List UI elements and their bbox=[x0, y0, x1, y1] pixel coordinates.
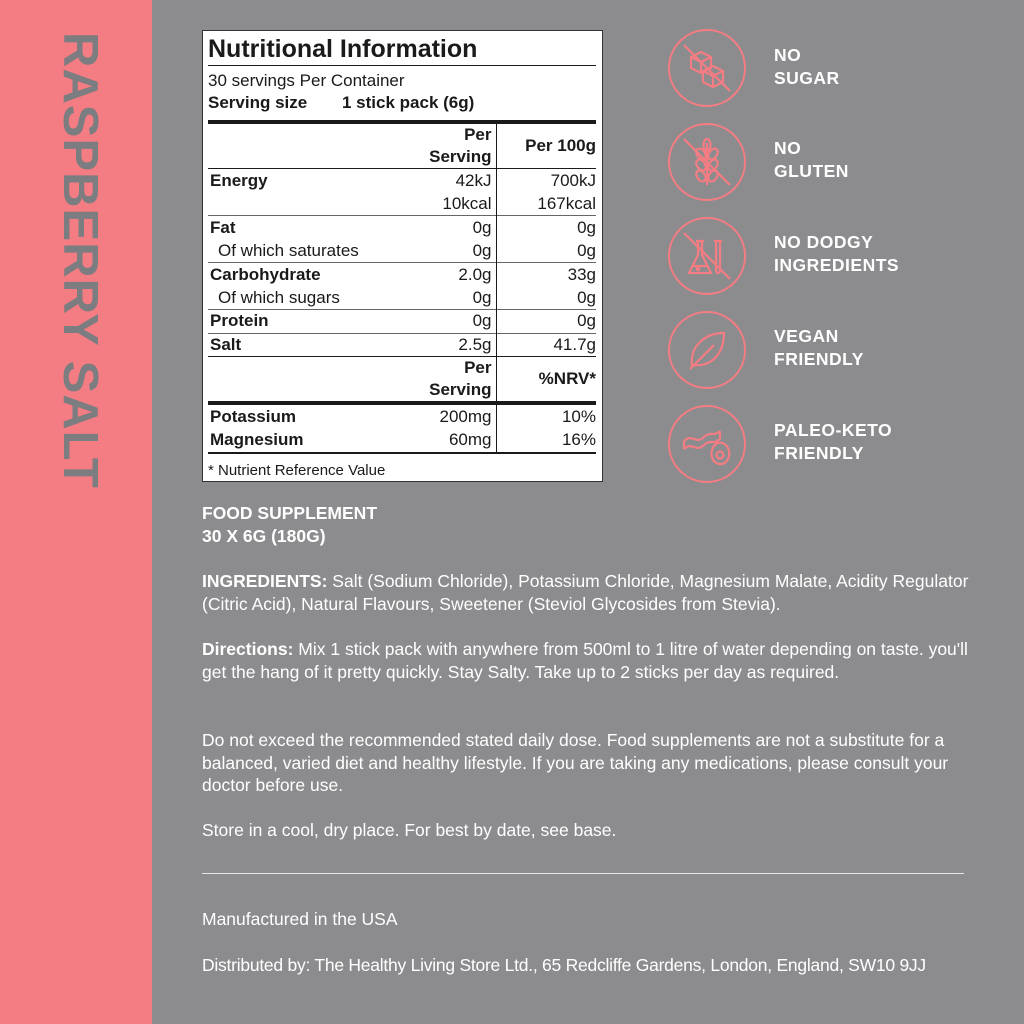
mineral-table bbox=[208, 405, 596, 452]
nutrient-per100: 41.7g bbox=[496, 333, 596, 357]
mineral-nrv: 16% bbox=[561, 430, 596, 450]
storage-text: Store in a cool, dry place. For best by date, see base. bbox=[202, 820, 617, 840]
manufactured-text: Manufactured in the USA bbox=[202, 909, 398, 929]
ingredients bbox=[202, 570, 972, 615]
product-name: RASPBERRY SALT bbox=[53, 32, 107, 489]
nutrient-per100: 167kcal bbox=[537, 193, 596, 213]
nutrient-name: Protein bbox=[208, 310, 408, 334]
rule bbox=[208, 452, 596, 454]
mineral-nrv: 10% bbox=[561, 406, 596, 426]
nrv-footnote: * Nutrient Reference Value bbox=[208, 462, 386, 479]
nutrient-name: Salt bbox=[208, 333, 408, 357]
nutrient-name: Of which sugars bbox=[218, 287, 340, 307]
nutrient-serving: 42kJ bbox=[408, 169, 496, 193]
nutrient-name: Carbohydrate bbox=[208, 263, 408, 287]
directions-label: Directions: bbox=[202, 639, 294, 659]
distributed-text: Distributed by: The Healthy Living Store Ltd., 65 Redcliffe Gardens, London, England, SW10 9JJ bbox=[202, 955, 926, 975]
bacon-avocado-icon bbox=[668, 405, 746, 483]
ingredients-text: Salt (Sodium Chloride), Potassium Chloride, Magnesium Malate, Acidity Regulator (Citric Acid), Natural Flavours, Sweetener (Steviol Glycosides from Stevia). bbox=[202, 571, 969, 614]
nutrient-per100: 700kJ bbox=[550, 170, 596, 190]
serving-size bbox=[208, 92, 596, 114]
col2-per-serving: Per Serving bbox=[408, 357, 496, 402]
nutrient-per100: 33g bbox=[496, 263, 596, 287]
leaf-icon bbox=[668, 311, 746, 389]
table-header-row bbox=[208, 124, 596, 169]
directions bbox=[202, 638, 972, 683]
serving-size-value: 1 stick pack (6g) bbox=[342, 93, 475, 112]
badge-label-no-sugar: NO SUGAR bbox=[774, 45, 840, 88]
table-row bbox=[208, 239, 596, 263]
lab-flask-icon bbox=[668, 217, 746, 295]
mineral-header-row bbox=[208, 357, 596, 402]
divider bbox=[202, 873, 964, 874]
nutrient-per100: 0g bbox=[577, 240, 596, 260]
badge-label-no-dodgy: NO DODGY INGREDIENTS bbox=[774, 232, 900, 275]
table-row bbox=[208, 333, 596, 357]
table-row bbox=[208, 263, 596, 287]
nutrient-name bbox=[208, 192, 408, 216]
table-row bbox=[208, 169, 596, 193]
mineral-name: Magnesium bbox=[210, 430, 304, 450]
col-per-serving: Per Serving bbox=[408, 124, 496, 169]
mineral-name: Potassium bbox=[210, 406, 296, 426]
badge-label-vegan: VEGAN FRIENDLY bbox=[774, 326, 864, 369]
nutrient-serving: 2.5g bbox=[408, 333, 496, 357]
nutrient-serving: 10kcal bbox=[408, 192, 496, 216]
nutrient-per100: 0g bbox=[496, 216, 596, 240]
ingredients-label: INGREDIENTS: bbox=[202, 571, 328, 591]
nutrient-serving: 0g bbox=[408, 286, 496, 310]
table-row bbox=[208, 405, 596, 429]
nutrition-title: Nutritional Information bbox=[208, 35, 596, 66]
nutrient-per100: 0g bbox=[496, 310, 596, 334]
col-per-100g: Per 100g bbox=[496, 124, 596, 169]
servings-per-container: 30 servings Per Container bbox=[208, 71, 405, 90]
table-row bbox=[208, 192, 596, 216]
wheat-icon bbox=[668, 123, 746, 201]
nutrient-serving: 0g bbox=[408, 216, 496, 240]
badge-label-paleo-keto: PALEO-KETO FRIENDLY bbox=[774, 420, 893, 463]
quantity-label: 30 X 6G (180G) bbox=[202, 526, 326, 546]
nutrient-name: Energy bbox=[210, 170, 268, 190]
nutrition-table bbox=[208, 124, 596, 401]
table-row bbox=[208, 310, 596, 334]
food-supplement-label: FOOD SUPPLEMENT bbox=[202, 503, 378, 523]
serving-size-label: Serving size bbox=[208, 93, 308, 112]
table-row bbox=[208, 429, 596, 453]
mineral-serving: 60mg bbox=[408, 429, 496, 453]
nutrition-panel bbox=[202, 30, 603, 482]
nutrient-serving: 0g bbox=[408, 310, 496, 334]
nutrient-serving: 2.0g bbox=[408, 263, 496, 287]
badge-label-no-gluten: NO GLUTEN bbox=[774, 138, 849, 181]
table-row bbox=[208, 286, 596, 310]
directions-text: Mix 1 stick pack with anywhere from 500ml to 1 litre of water depending on taste. you'll get the hang of it pretty quickly. Stay Salty. Take up to 2 sticks per day as required. bbox=[202, 639, 968, 682]
nutrient-name: Fat bbox=[208, 216, 408, 240]
mineral-serving: 200mg bbox=[408, 405, 496, 429]
nutrient-name: Of which saturates bbox=[218, 240, 359, 260]
col2-nrv: %NRV* bbox=[538, 369, 596, 388]
warning-text: Do not exceed the recommended stated daily dose. Food supplements are not a substitute for a balanced, varied diet and healthy lifestyle. If you are taking any medications, please consult your doctor before use. bbox=[202, 730, 949, 795]
table-row bbox=[208, 216, 596, 240]
sugar-cubes-icon bbox=[668, 29, 746, 107]
nutrient-serving: 0g bbox=[408, 239, 496, 263]
nutrient-per100: 0g bbox=[577, 287, 596, 307]
